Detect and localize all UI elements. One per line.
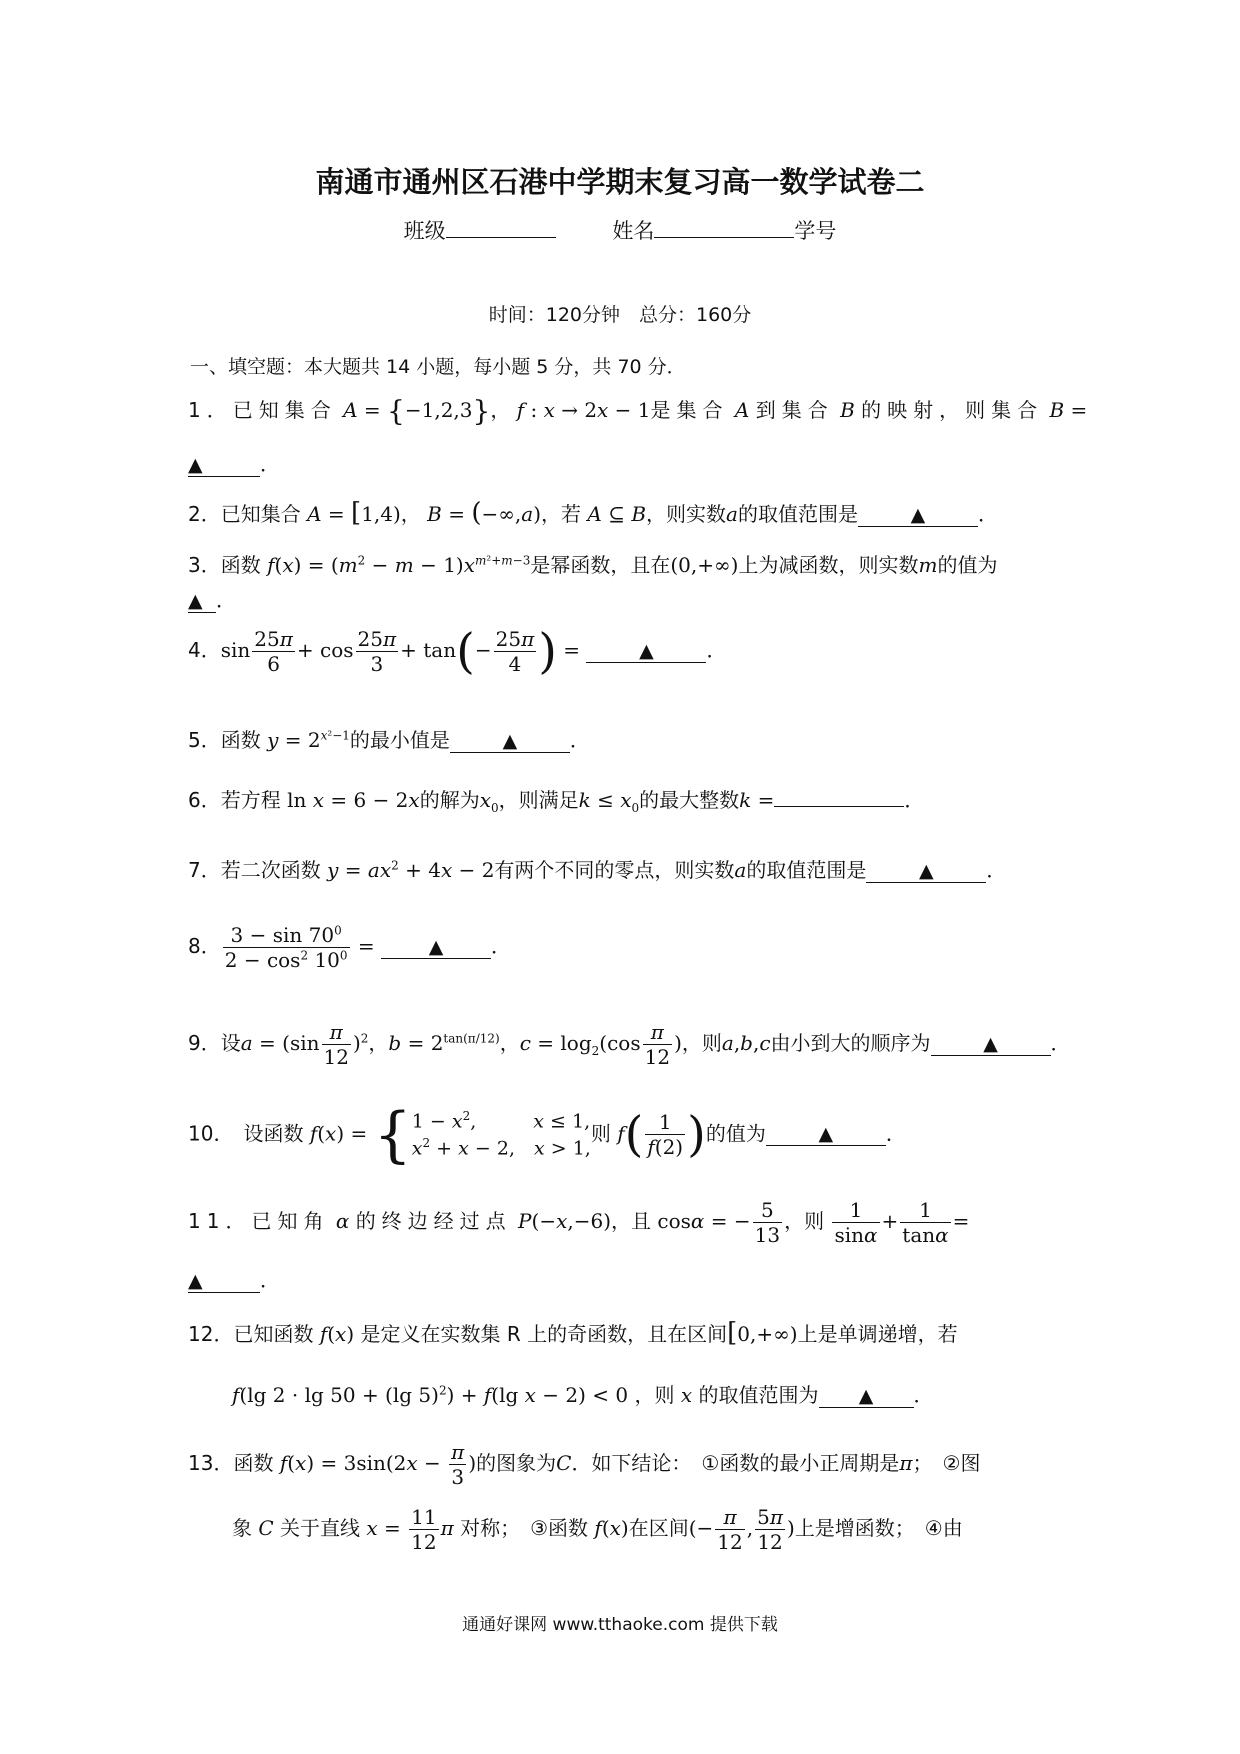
answer-blank-7[interactable]: ▲ (866, 860, 986, 883)
answer-blank-8[interactable]: ▲ (381, 936, 491, 959)
question-11: 11．已知角 α 的终边经过点 P(−x,−6)，且 cosα = − $\frac{5}{13}$ ，则 $\frac{1}{\sin\alpha}$ + $\frac{1}{\tan\alpha}$ = (188, 1198, 970, 1247)
answer-blank-6[interactable] (774, 806, 904, 807)
name-blank[interactable] (654, 217, 794, 238)
answer-blank-2[interactable]: ▲ (858, 504, 978, 527)
section-heading: 一、填空题：本大题共 14 小题，每小题 5 分，共 70 分． (190, 356, 686, 378)
question-1: 1．已知集合 A = {−1,2,3}， f : x → 2x − 1是集合 A 到集合 B 的映射，则集合 B = (188, 394, 1088, 428)
answer-blank-3[interactable]: ▲ (188, 590, 216, 613)
answer-blank-9[interactable]: ▲ (931, 1033, 1051, 1056)
question-4: 4．sin $\frac{25\pi}{6}$ + cos $\frac{25\pi}{3}$ + tan(− $\frac{25\pi}{4}$ ) = ▲ ． (188, 623, 727, 680)
answer-blank-10[interactable]: ▲ (766, 1123, 886, 1146)
question-9: 9．设a = (sin $\frac{\pi}{12}$ )$^2$，$b = 2^{tan(\pi/12)}$，$c = \log_2(\cos$ $\frac{\pi}{12}$ )，则a,b,c由小到大的顺序为 ▲ ． (188, 1020, 1071, 1069)
class-blank[interactable] (446, 217, 556, 238)
question-11-answer-line: ▲ ． (188, 1268, 280, 1292)
answer-blank-12[interactable]: ▲ (819, 1385, 914, 1408)
question-7: 7．若二次函数 $y = ax^2 + 4x - 2$有两个不同的零点，则实数a的取值范围是 ▲ ． (188, 858, 1007, 882)
question-10: 10． 设函数 f(x) = { $1 - x^2$, x ≤ 1, $x^2 + x - 2$, x > 1, 则 f( $\frac{1}{f(2)}$ )的值为 ▲ ． (188, 1099, 906, 1170)
student-info-row (0, 215, 1240, 245)
answer-blank-11[interactable]: ▲ (188, 1270, 260, 1293)
class-label: 班级 (403, 219, 446, 243)
question-3: 3．函数 $f(x) = (m^2 - m - 1)x^{m^2+m-3}$是幂函数，且在(0,+∞)上为减函数，则实数m的值为 (188, 553, 998, 577)
question-2: 2．已知集合 A = [1,4)， B = (−∞,a)，若 A ⊆ B，则实数a的取值范围是 ▲ ． (188, 498, 998, 528)
id-label: 学号 (794, 219, 837, 243)
page-footer: 通通好课网 www.tthaoke.com 提供下载 (462, 1615, 778, 1635)
question-1-answer-line: ▲ ． (188, 452, 280, 476)
name-label: 姓名 (612, 219, 655, 243)
question-13: 13．函数 f(x) = 3sin(2x − $\frac{\pi}{3}$ )的图象为C．如下结论： ①函数的最小正周期是π； ②图 (188, 1440, 981, 1489)
page-title: 南通市通州区石港中学期末复习高一数学试卷二 (315, 165, 925, 199)
answer-blank-5[interactable]: ▲ (450, 730, 570, 753)
question-6: 6．若方程 ln x = 6 − 2x的解为$x_0$，则满足$k \le x_0$的最大整数k = ． (188, 788, 925, 815)
question-8: 8． $\frac{3 - \sin 70^0}{2 - \cos^2 10^0}$ = ▲ ． (188, 923, 512, 972)
question-5: 5．函数 $y = 2^{x^2-1}$的最小值是 ▲ ． (188, 728, 590, 752)
question-3-answer-line: ▲ ． (188, 588, 236, 612)
answer-blank-4[interactable]: ▲ (586, 640, 706, 663)
answer-blank-1[interactable]: ▲ (188, 454, 260, 477)
question-12-line-2: f(lg 2 · lg 50 + (lg 5)$^2$) + f(lg x − 2) < 0 ，则 x 的取值范围为 ▲ ． (232, 1383, 934, 1407)
time-score-info: 时间：120分钟 总分：160分 (488, 304, 752, 326)
question-12: 12．已知函数 f(x) 是定义在实数集 R 上的奇函数，且在区间[0,+∞)上是单调递增，若 (188, 1318, 958, 1348)
question-13-line-2: 象 C 关于直线 x = $\frac{11}{12}$ π 对称； ③函数 f(x)在区间(− $\frac{\pi}{12}$ , $\frac{5\pi}{12}$ )上是增函数； ④由 (232, 1505, 963, 1554)
